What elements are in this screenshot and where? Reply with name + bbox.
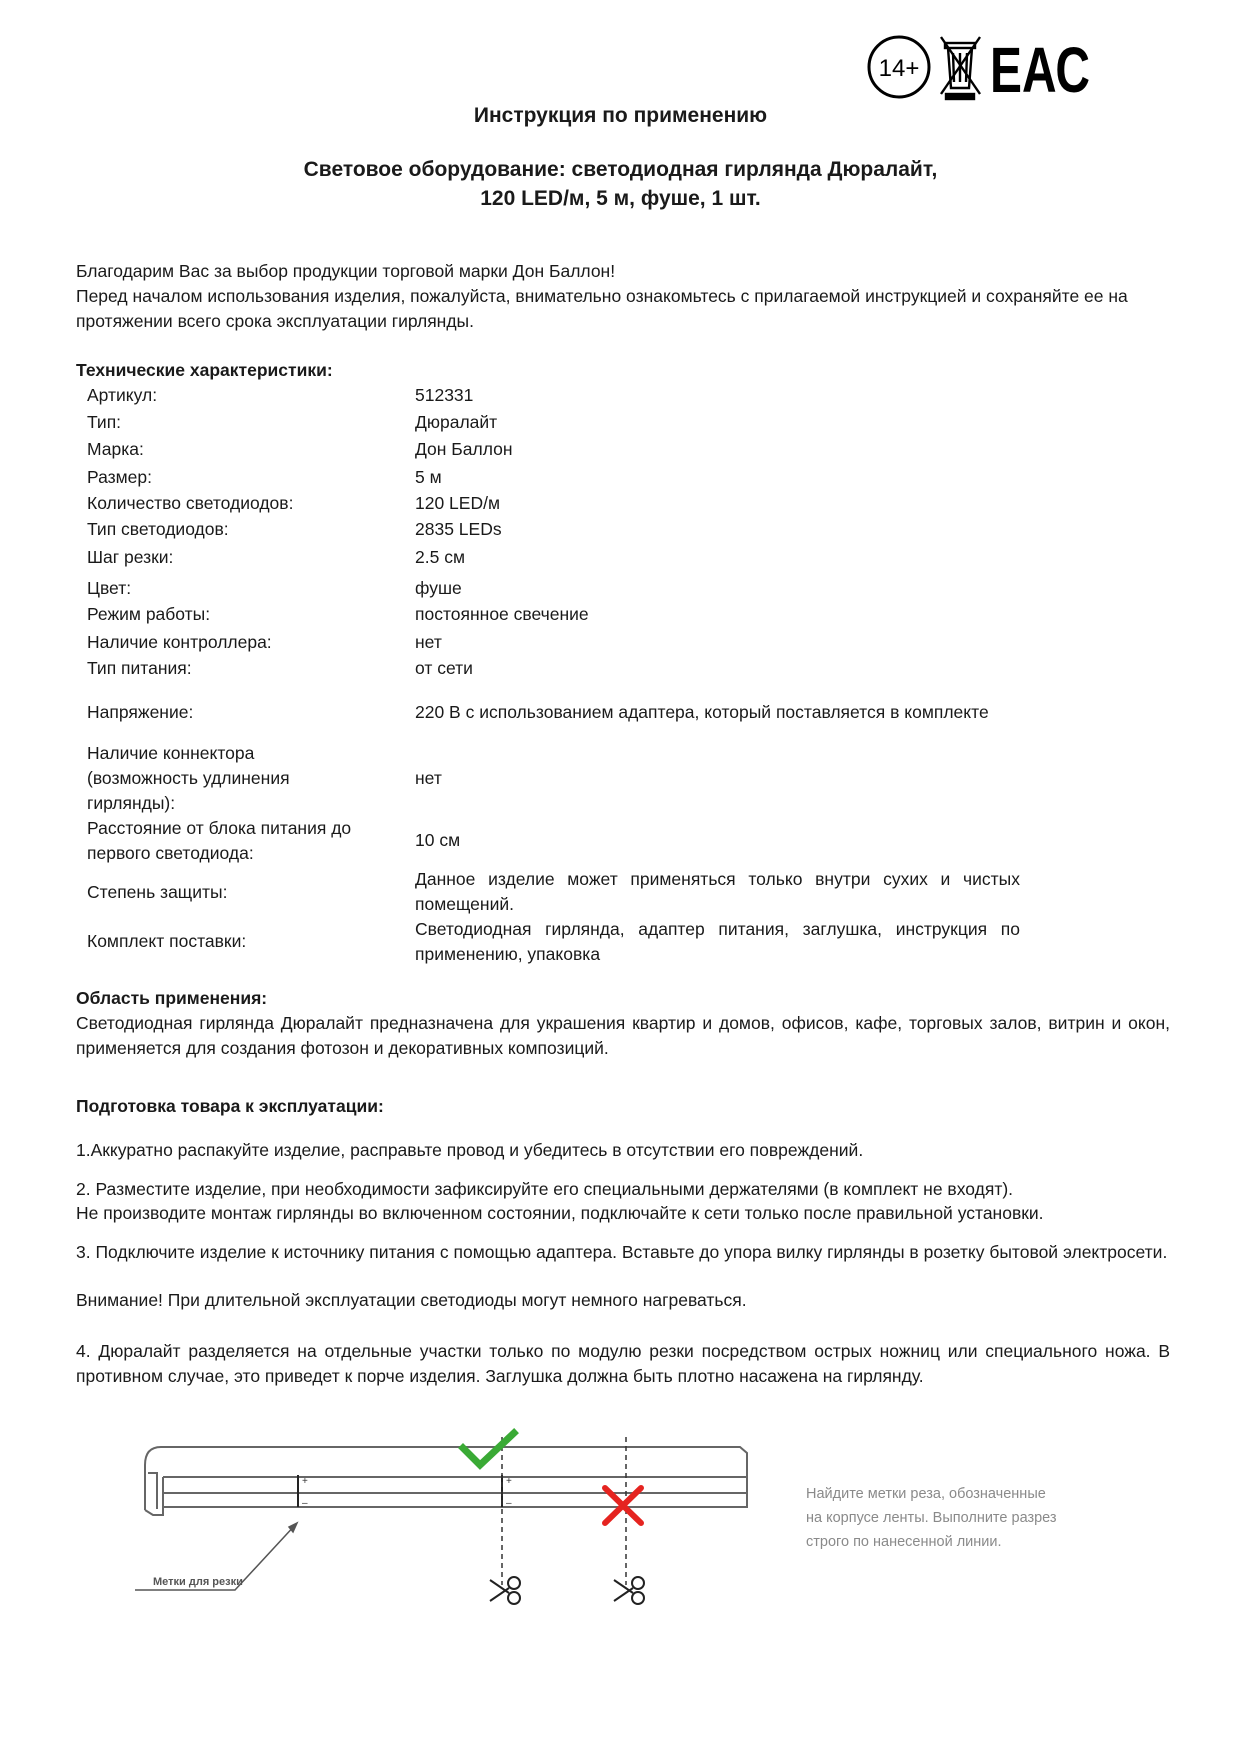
prep-step-3: 3. Подключите изделие к источнику питания с помощью адаптера. Вставьте до упора вилку гирлянды в розетку бытовой электросети. [76,1242,1168,1262]
plus-sign: + [302,1476,308,1487]
spec-value: Светодиодная гирлянда, адаптер питания, заглушка, инструкция по применению, упаковка [415,919,1020,964]
eac-mark [990,34,1090,106]
spec-value: постоянное свечение [415,604,589,624]
plus-sign: + [506,1476,512,1487]
specs-heading: Технические характеристики: [76,360,333,380]
minus-sign: – [302,1498,308,1509]
spec-label: Режим работы: [87,604,211,624]
cutting-note-line-3: строго по нанесенной линии. [806,1534,1002,1550]
spec-label: Комплект поставки: [87,931,247,951]
spec-label: Напряжение: [87,702,194,722]
eac-mark-text: ЕАС [990,34,1090,106]
spec-value: 2.5 см [415,547,465,567]
product-name-line-2: 120 LED/м, 5 м, фуше, 1 шт. [480,187,761,210]
intro-instructions: Перед началом использования изделия, пожалуйста, внимательно ознакомьтесь с прилагаемой инструкцией и сохраняйте ее на протяжении всего срока эксплуатации гирлянды. [76,286,1128,331]
scissors-icon [490,1577,520,1604]
spec-value: 5 м [415,467,442,487]
marks-label: Метки для резки [153,1576,243,1588]
prep-heading: Подготовка товара к эксплуатации: [76,1096,384,1116]
spec-label: Расстояние от блока питания до первого светодиода: [87,818,352,863]
spec-label: Количество светодиодов: [87,493,294,513]
spec-label: Цвет: [87,578,132,598]
cutting-note-line-1: Найдите метки реза, обозначенные [806,1486,1046,1502]
product-name-line-1: Световое оборудование: светодиодная гирлянда Дюралайт, [303,158,938,181]
spec-label: Наличие коннектора (возможность удлинения гирлянды): [87,743,290,813]
prep-step-1: 1.Аккуратно распакуйте изделие, расправьте провод и убедитесь в отсутствии его повреждений. [76,1140,864,1160]
spec-value: Дюралайт [415,412,498,432]
prep-step-2: 2. Разместите изделие, при необходимости зафиксируйте его специальными держателями (в комплект не входят). [76,1179,1014,1199]
spec-label: Тип: [87,412,122,432]
age-rating-badge [869,37,929,97]
usage-heading: Область применения: [76,988,268,1008]
spec-value: Данное изделие может применяться только внутри сухих и чистых помещений. [415,869,1020,914]
spec-label: Размер: [87,467,153,487]
spec-value: 2835 LEDs [415,519,502,539]
spec-value: 220 В с использованием адаптера, который поставляется в комплекте [415,702,989,722]
spec-value: нет [415,632,442,652]
usage-text: Светодиодная гирлянда Дюралайт предназначена для украшения квартир и домов, офисов, кафе, торговых залов, витрин и окон, применяется для создания фотозон и декоративных композиций. [76,1013,1170,1058]
spec-value: 120 LED/м [415,493,500,513]
spec-value: фуше [415,578,462,598]
prep-step-4: 4. Дюралайт разделяется на отдельные участки только по модулю резки посредством острых ножниц или специального ножа. В противном случае, это приведет к порче изделия. Заглушка должна быть плотно насажена на гирлянду. [76,1341,1170,1386]
spec-label: Наличие контроллера: [87,632,272,652]
prep-step-2-note: Не производите монтаж гирлянды во включенном состоянии, подключайте к сети только после правильной установки. [76,1203,1044,1223]
led-strip-illustration [145,1447,747,1515]
spec-value: 512331 [415,385,474,405]
document-title: Инструкция по применению [473,104,768,127]
cutting-note-line-2: на корпусе ленты. Выполните разрез [806,1510,1057,1526]
minus-sign: – [506,1498,512,1509]
spec-label: Марка: [87,439,144,459]
spec-label: Степень защиты: [87,882,228,902]
intro-thanks: Благодарим Вас за выбор продукции торговой марки Дон Баллон! [76,261,616,281]
certification-logos [862,30,1092,104]
spec-label: Тип светодиодов: [87,519,229,539]
spec-value: Дон Баллон [415,439,513,459]
spec-label: Тип питания: [87,658,192,678]
prep-step-3-warning: Внимание! При длительной эксплуатации светодиоды могут немного нагреваться. [76,1290,747,1310]
age-rating-text: 14+ [878,55,920,82]
check-icon [463,1433,514,1465]
spec-value: 10 см [415,830,461,850]
spec-value: от сети [415,658,473,678]
cutting-note [806,1482,1106,1554]
spec-value: нет [415,768,442,788]
weee-bin-icon [941,37,980,99]
spec-label: Артикул: [87,385,158,405]
scissors-icon [614,1577,644,1604]
spec-label: Шаг резки: [87,547,174,567]
